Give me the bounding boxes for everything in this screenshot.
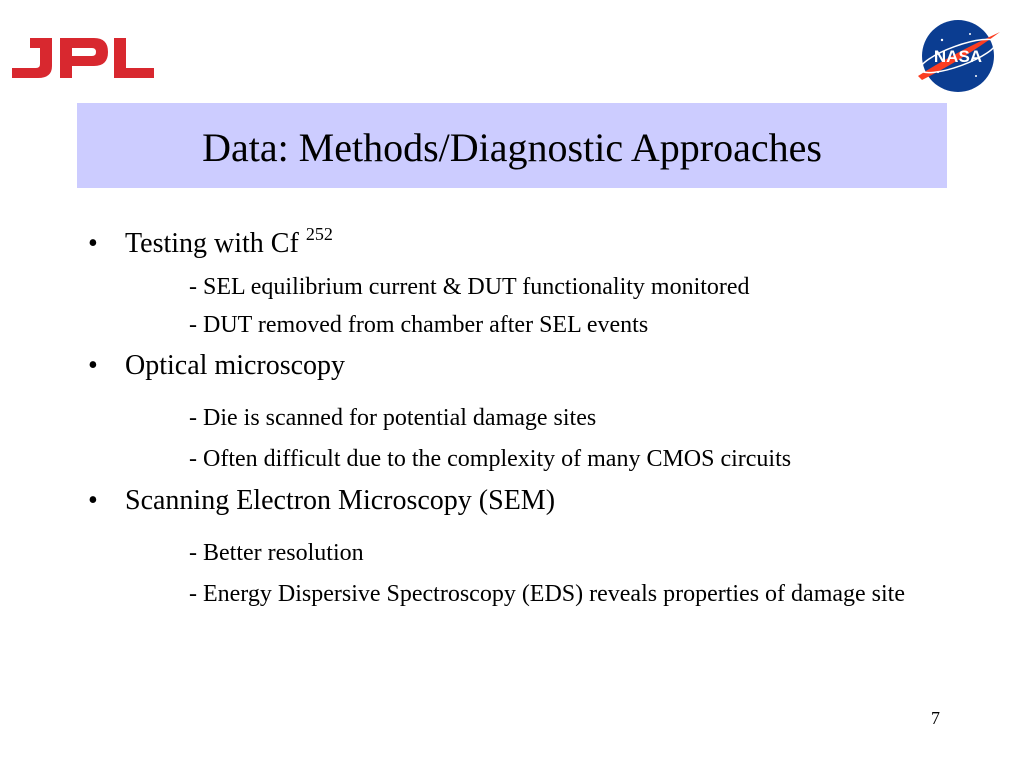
page-number: 7 bbox=[931, 708, 940, 728]
bullet-testing bbox=[88, 224, 333, 259]
bullet-text: Scanning Electron Microscopy (SEM) bbox=[125, 485, 556, 516]
bullet-sem bbox=[88, 487, 555, 515]
subitem-dut-removed: - DUT removed from chamber after SEL events bbox=[189, 312, 649, 338]
bullet-marker: • bbox=[88, 350, 98, 381]
bullet-text: Optical microscopy bbox=[125, 350, 346, 381]
subitem-sel-current: - SEL equilibrium current & DUT functionality monitored bbox=[189, 274, 750, 300]
bullet-text: Testing with Cf bbox=[125, 228, 299, 259]
subitem-die-scanned: - Die is scanned for potential damage sites bbox=[189, 405, 597, 431]
subitem-eds: - Energy Dispersive Spectroscopy (EDS) reveals properties of damage site bbox=[189, 581, 906, 607]
bullet-optical bbox=[88, 352, 345, 380]
slide-title: Data: Methods/Diagnostic Approaches bbox=[202, 124, 822, 170]
nasa-logo-text: NASA bbox=[933, 47, 983, 66]
isotope-superscript: 252 bbox=[305, 224, 333, 244]
subitem-resolution: - Better resolution bbox=[189, 540, 364, 566]
subitem-cmos-difficulty: - Often difficult due to the complexity of many CMOS circuits bbox=[189, 446, 792, 472]
bullet-marker: • bbox=[88, 228, 98, 259]
bullet-marker: • bbox=[88, 485, 98, 516]
